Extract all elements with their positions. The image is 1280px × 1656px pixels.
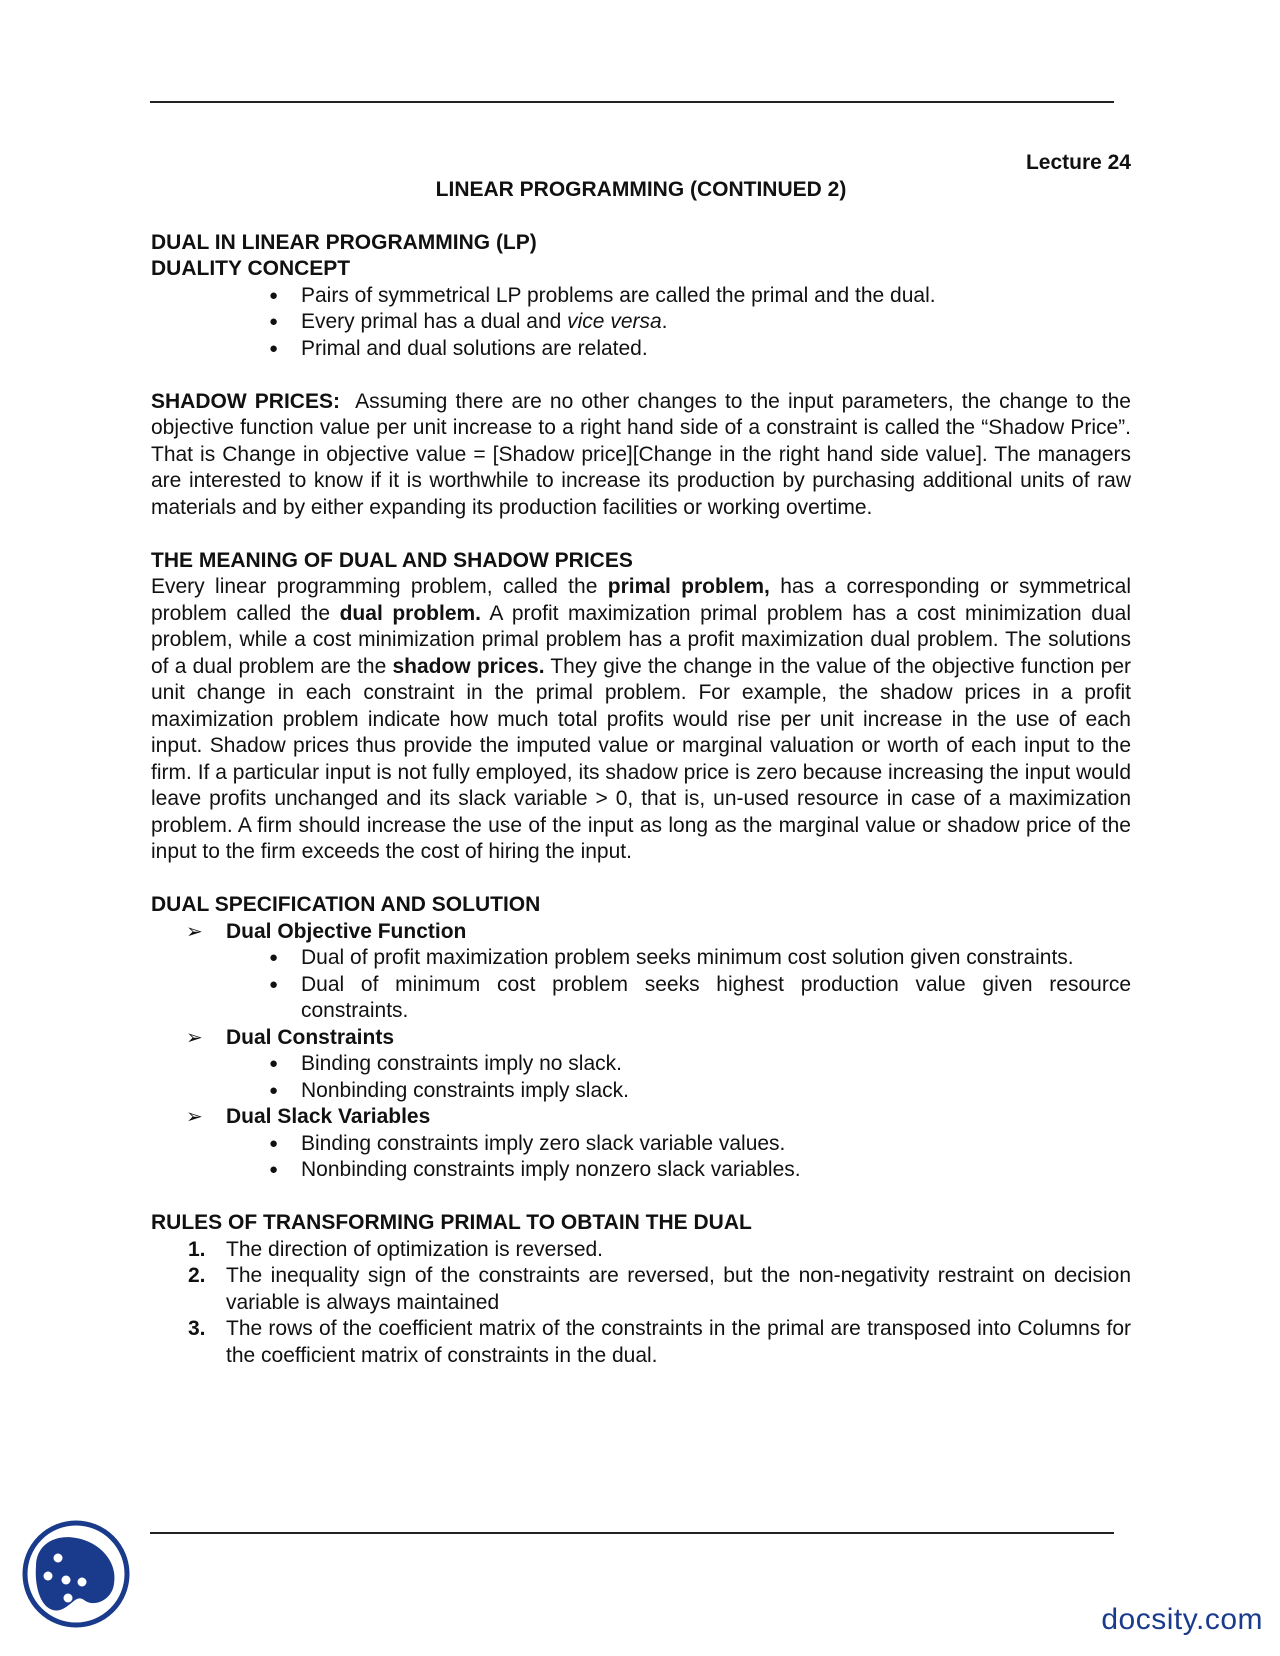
- list-item: ● Pairs of symmetrical LP problems are called the primal and the dual.: [301, 283, 1131, 310]
- list-item: 3. The rows of the coefficient matrix of the constraints in the primal are transposed into Columns for the coefficient matrix of constraints in the dual.: [188, 1317, 1131, 1367]
- duality-bullet-list: [151, 283, 1131, 363]
- list-item: 2. The inequality sign of the constraints are reversed, but the non-negativity restraint on decision variable is always maintained: [188, 1264, 1131, 1314]
- list-item: ● Nonbinding constraints imply slack.: [301, 1078, 1131, 1105]
- list-item: ● Dual of minimum cost problem seeks highest production value given resource constraints.: [301, 972, 1131, 1025]
- lecture-number: Lecture 24: [1025, 151, 1131, 174]
- shadow-prices-paragraph: SHADOW PRICES: Assuming there are no other changes to the input parameters, the change to the objective function value per unit increase to a right hand side of a constraint is called the “Shadow Price”. That is Change in objective value = [Shadow price][Change in the right hand side value]. The managers are interested to know if it is worthwhile to increase its production by purchasing additional units of raw materials and by either expanding its production facilities or working overtime.: [151, 389, 1131, 519]
- list-item: ● Binding constraints imply zero slack variable values.: [301, 1131, 1131, 1158]
- list-item: ● Binding constraints imply no slack.: [301, 1051, 1131, 1078]
- document-body: [151, 150, 1131, 1369]
- list-item: ● Primal and dual solutions are related.: [301, 336, 1131, 363]
- docsity-logo-icon[interactable]: [22, 1520, 130, 1628]
- meaning-paragraph: Every linear programming problem, called the primal problem, has a corresponding or symmetrical problem called the dual problem. A profit maximization primal problem has a cost minimization dual problem, while a cost minimization primal problem has a profit maximization dual problem. The solutions of a dual problem are the shadow prices. They give the change in the value of the objective function per unit change in each constraint in the primal problem. For example, the shadow prices in a profit maximization problem indicate how much total profits would rise per unit increase in the use of each input. Shadow prices thus provide the imputed value or marginal valuation or worth of each input to the firm. If a particular input is not fully employed, its shadow price is zero because increasing the input would leave profits unchanged and its slack variable > 0, that is, un-used resource in case of a maximization problem. A firm should increase the use of the input as long as the marginal value or shadow price of the input to the firm exceeds the cost of hiring the input.: [151, 575, 1132, 863]
- rules-list: [151, 1237, 1131, 1370]
- arrow-bullet-icon: ➢: [186, 1106, 203, 1128]
- list-item: ➢ Dual Constraints ● Binding constraints imply no slack. ● Nonbinding constraints imply slack.: [226, 1025, 1131, 1105]
- heading-meaning: THE MEANING OF DUAL AND SHADOW PRICES: [151, 548, 633, 572]
- page-title: LINEAR PROGRAMMING (CONTINUED 2): [435, 177, 847, 201]
- specification-list: [151, 919, 1131, 1184]
- heading-dual-specification: DUAL SPECIFICATION AND SOLUTION: [151, 893, 541, 916]
- docsity-brand-link[interactable]: docsity.com: [1101, 1603, 1263, 1636]
- arrow-bullet-icon: ➢: [186, 920, 203, 943]
- heading-rules: RULES OF TRANSFORMING PRIMAL TO OBTAIN THE DUAL: [151, 1211, 752, 1234]
- arrow-bullet-icon: ➢: [186, 1026, 203, 1049]
- list-item: 1. The direction of optimization is reversed.: [188, 1237, 604, 1261]
- top-rule: [150, 101, 1114, 103]
- list-item: ➢ Dual Objective Function ● Dual of profit maximization problem seeks minimum cost solution given constraints. ● Dual of minimum cost problem seeks highest production value given resource constraints.: [226, 919, 1131, 1025]
- list-item: ● Nonbinding constraints imply nonzero slack variables.: [301, 1157, 1131, 1184]
- list-item: ➢ Dual Slack Variables ● Binding constraints imply zero slack variable values. ● Nonbinding constraints imply nonzero slack variables.: [226, 1104, 1131, 1184]
- heading-dual-lp: DUAL IN LINEAR PROGRAMMING (LP): [151, 230, 537, 254]
- heading-duality-concept: DUALITY CONCEPT: [151, 257, 351, 280]
- shadow-prices-label: SHADOW PRICES:: [151, 389, 340, 413]
- list-item: ● Every primal has a dual and vice versa.: [301, 309, 1131, 336]
- list-item: ● Dual of profit maximization problem seeks minimum cost solution given constraints.: [301, 945, 1131, 972]
- bottom-rule: [150, 1532, 1114, 1534]
